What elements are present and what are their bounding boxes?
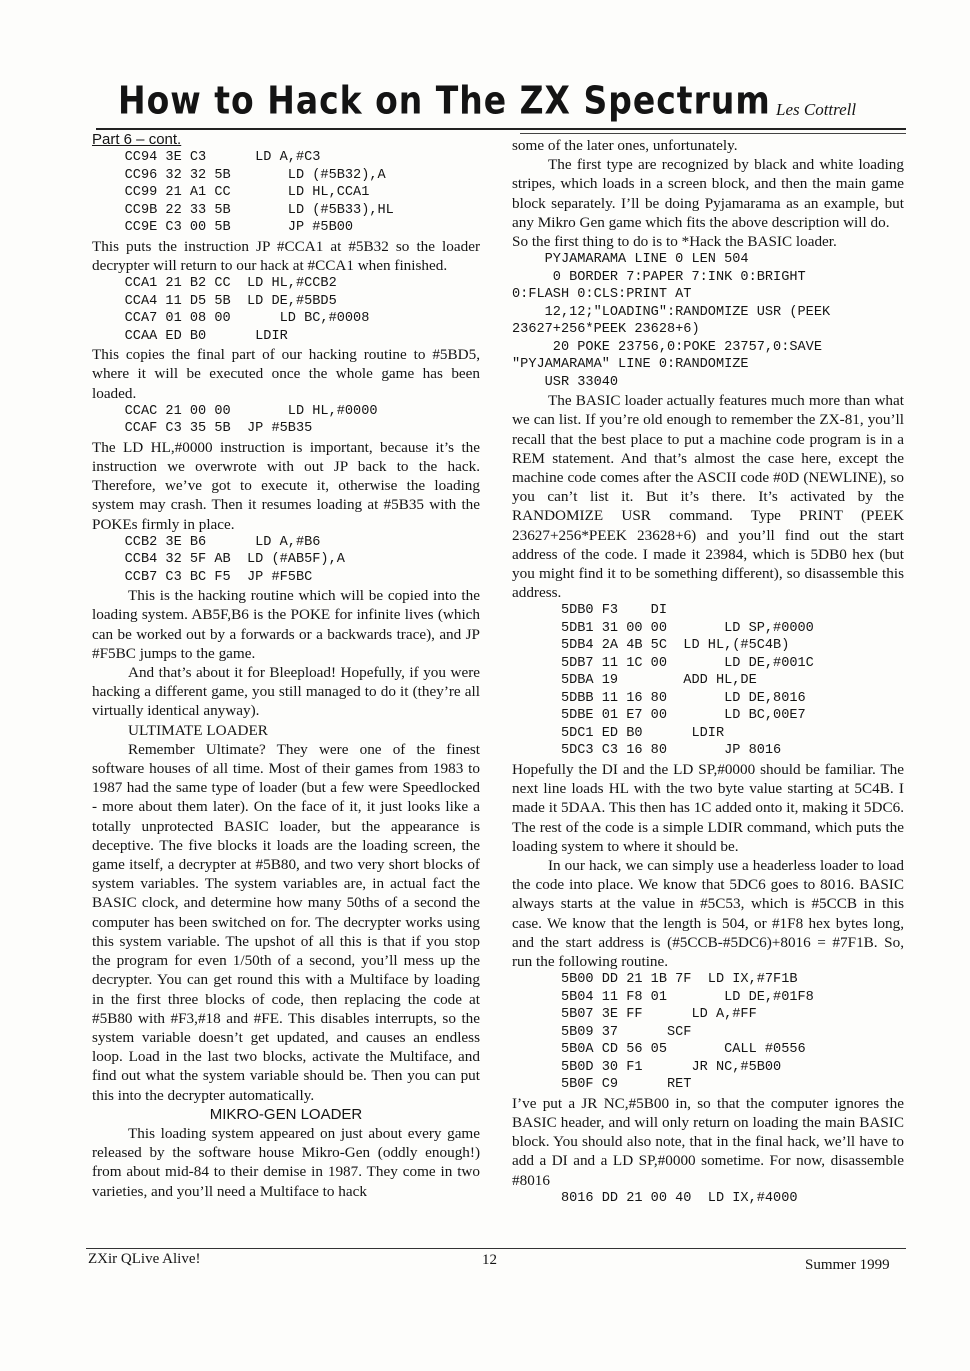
left-column [92,130,480,1201]
author-name: Les Cottrell [776,100,857,119]
code-listing: CC94 3E C3 LD A,#C3 CC96 32 32 5B LD (#5B32),A CC99 21 A1 CC LD HL,CCA1 CC9B 22 33 5B LD (#5B33),HL CC9E C3 00 5B JP #5B00 [124,150,394,236]
part-heading: Part 6 – cont. [92,131,182,148]
page-header [118,78,908,128]
paragraph: I’ve put a JR NC,#5B00 in, so that the computer ignores the BASIC header, and will only return on loading the main BASIC block. You should also note, that in the final hack, we’ll have to add a DI and a LD SP,#0000 sometime. For now, disassemble #8016 [512,1094,904,1189]
page-number: 12 [482,1252,497,1268]
paragraph: So the first thing to do is to *Hack the BASIC loader. [512,233,837,251]
header-rule-secondary [520,133,906,134]
paragraph: This is the hacking routine which will be copied into the loading system. AB5F,B6 is the POKE for infinite lives (which can be worked out by a forwards or a backwards trace), and JP #F5BC jumps to the game. [92,587,480,662]
paragraph: The LD HL,#0000 instruction is important, because it’s the instruction we overwrote with out JP back to the hack. Therefore, we’ve got to execute it, otherwise the loading system may crash. Then it resumes loading at #5B35 with the POKEs firmly in place. [92,438,480,533]
paragraph: This loading system appeared on just about every game released by the software house Mikro-Gen (oddly enough!) from about mid-84 to their demise in 1987. They come in two varieties, and you’ll need a Multiface to hack [92,1124,480,1200]
section-heading: ULTIMATE LOADER [128,721,268,739]
code-listing: 8016 DD 21 00 40 LD IX,#4000 [512,1190,798,1206]
footer-issue-date: Summer 1999 [805,1257,890,1273]
paragraph: And that’s about it for Bleepload! Hopefully, if you were hacking a different game, you still managed to do it (they’re all virtually identical anyway). [92,664,480,720]
paragraph: The first type are recognized by black and white loading stripes, which loads in a screen block, and then the main game block separately. I’ll be doing Pyjamarama as an example, but any Mikro Gen game which fits the above description will do. [512,156,904,231]
code-listing: CCA1 21 B2 CC LD HL,#CCB2 CCA4 11 D5 5B LD DE,#5BD5 CCA7 01 08 00 LD BC,#0008 CCAA ED B0 LDIR [124,276,370,344]
paragraph: Remember Ultimate? They were one of the finest software houses of all time. Most of their games from 1983 to 1987 had the same type of loader (but a few were Speedlocked - more about them later). On the face of it, it just looks like a totally unprotected BASIC loader, but the appearance is deceptive. The five blocks it loads are the loading screen, the game itself, a decrypter at #5B80, and two very short blocks of system variables. The system variables are, in actual fact the BASIC clock, and determine how many 50ths of a second the computer has been switched on for. The decrypter works using this system variable. The upshot of all this is that if you stop the program for even 1/50th of a second, you’ll mess up the decrypter. You can get round this with a Multiface by loading in the first three blocks of code, then replacing the code at #5B80 with #F3,#18 and #FE. This disables interrupts, so the system variable doesn’t get updated, and causes an endless loop. Load in the last two blocks, activate the Multiface, and find out what the system variable should be. Then you can put this into the decrypter automatically. [92,740,480,1104]
code-listing: 5B00 DD 21 1B 7F LD IX,#7F1B 5B04 11 F8 01 LD DE,#01F8 5B07 3E FF LD A,#FF 5B09 37 SCF 5B0A CD 56 05 CALL #0556 5B0D 30 F1 JR NC,#5B00 5B0F C9 RET [560,972,814,1093]
code-listing: PYJAMARAMA LINE 0 LEN 504 0 BORDER 7:PAPER 7:INK 0:BRIGHT 0:FLASH 0:CLS:PRINT AT 12,12;"LOADING":RANDOMIZE USR (PEEK 23627+256*PEEK 23628+6) 20 POKE 23756,0:POKE 23757,0:SAVE "PYJAMARAMA" LINE 0:RANDOMIZE USR 33040 [512,252,831,390]
code-listing: CCB2 3E B6 LD A,#B6 CCB4 32 5F AB LD (#AB5F),A CCB7 C3 BC F5 JP #F5BC [124,534,345,585]
paragraph: The BASIC loader actually features much more than what we can list. If you’re old enough to remember the ZX-81, you’ll recall that the best place to put a machine code program is in a REM statement. And that’s almost the case here, except the machine code comes after the ASCII code #0D (NEWLINE), so you can’t list it. But it’s there. It’s activated by the RANDOMIZE USR command. Type PRINT (PEEK 23627+256*PEEK 23628+6) and you’ll find out the start address of the code. I made it 23984, which is 5DB0 hex (but you might find it to be something different), so disassemble this address. [512,392,904,602]
footer-publication: ZXir QLive Alive! [88,1251,201,1267]
paragraph: some of the later ones, unfortunately. [512,137,738,154]
right-column [512,136,904,1207]
footer-rule [86,1248,906,1249]
page-title: How to Hack on The ZX Spectrum [118,78,771,123]
paragraph: This puts the instruction JP #CCA1 at #5B32 so the loader decrypter will return to our hack at #CCA1 when finished. [92,237,480,274]
code-listing: CCAC 21 00 00 LD HL,#0000 CCAF C3 35 5B JP #5B35 [124,403,378,437]
paragraph: Hopefully the DI and the LD SP,#0000 should be familiar. The next line loads HL with the two byte value starting at 5C4B. I made it 5DAA. This then has 1C added onto it, making it 5DC6. The rest of the code is a simple LDIR command, which puts the loading system to where it should be. [512,760,904,855]
paragraph: In our hack, we can simply use a headerless loader to load the code into place. We know that 5DC6 goes to 8016. BASIC always starts at the value in #5C53, which is #5CCB in this case. We know that the length is 504, or #1F8 hex bytes long, and the start address is (#5CCB-#5DC6)+8016 = #7F1B. So, run the following routine. [512,856,904,970]
paragraph: This copies the final part of our hacking routine to #5BD5, where it will be executed once the whole game has been loaded. [92,346,480,402]
code-listing: 5DB0 F3 DI 5DB1 31 00 00 LD SP,#0000 5DB4 2A 4B 5C LD HL,(#5C4B) 5DB7 11 1C 00 LD DE,#001C 5DBA 19 ADD HL,DE 5DBB 11 16 80 LD DE,8016 5DBE 01 E7 00 LD BC,00E7 5DC1 ED B0 LDIR 5DC3 C3 16 80 JP 8016 [560,603,814,759]
section-heading: MIKRO-GEN LOADER [209,1105,363,1123]
